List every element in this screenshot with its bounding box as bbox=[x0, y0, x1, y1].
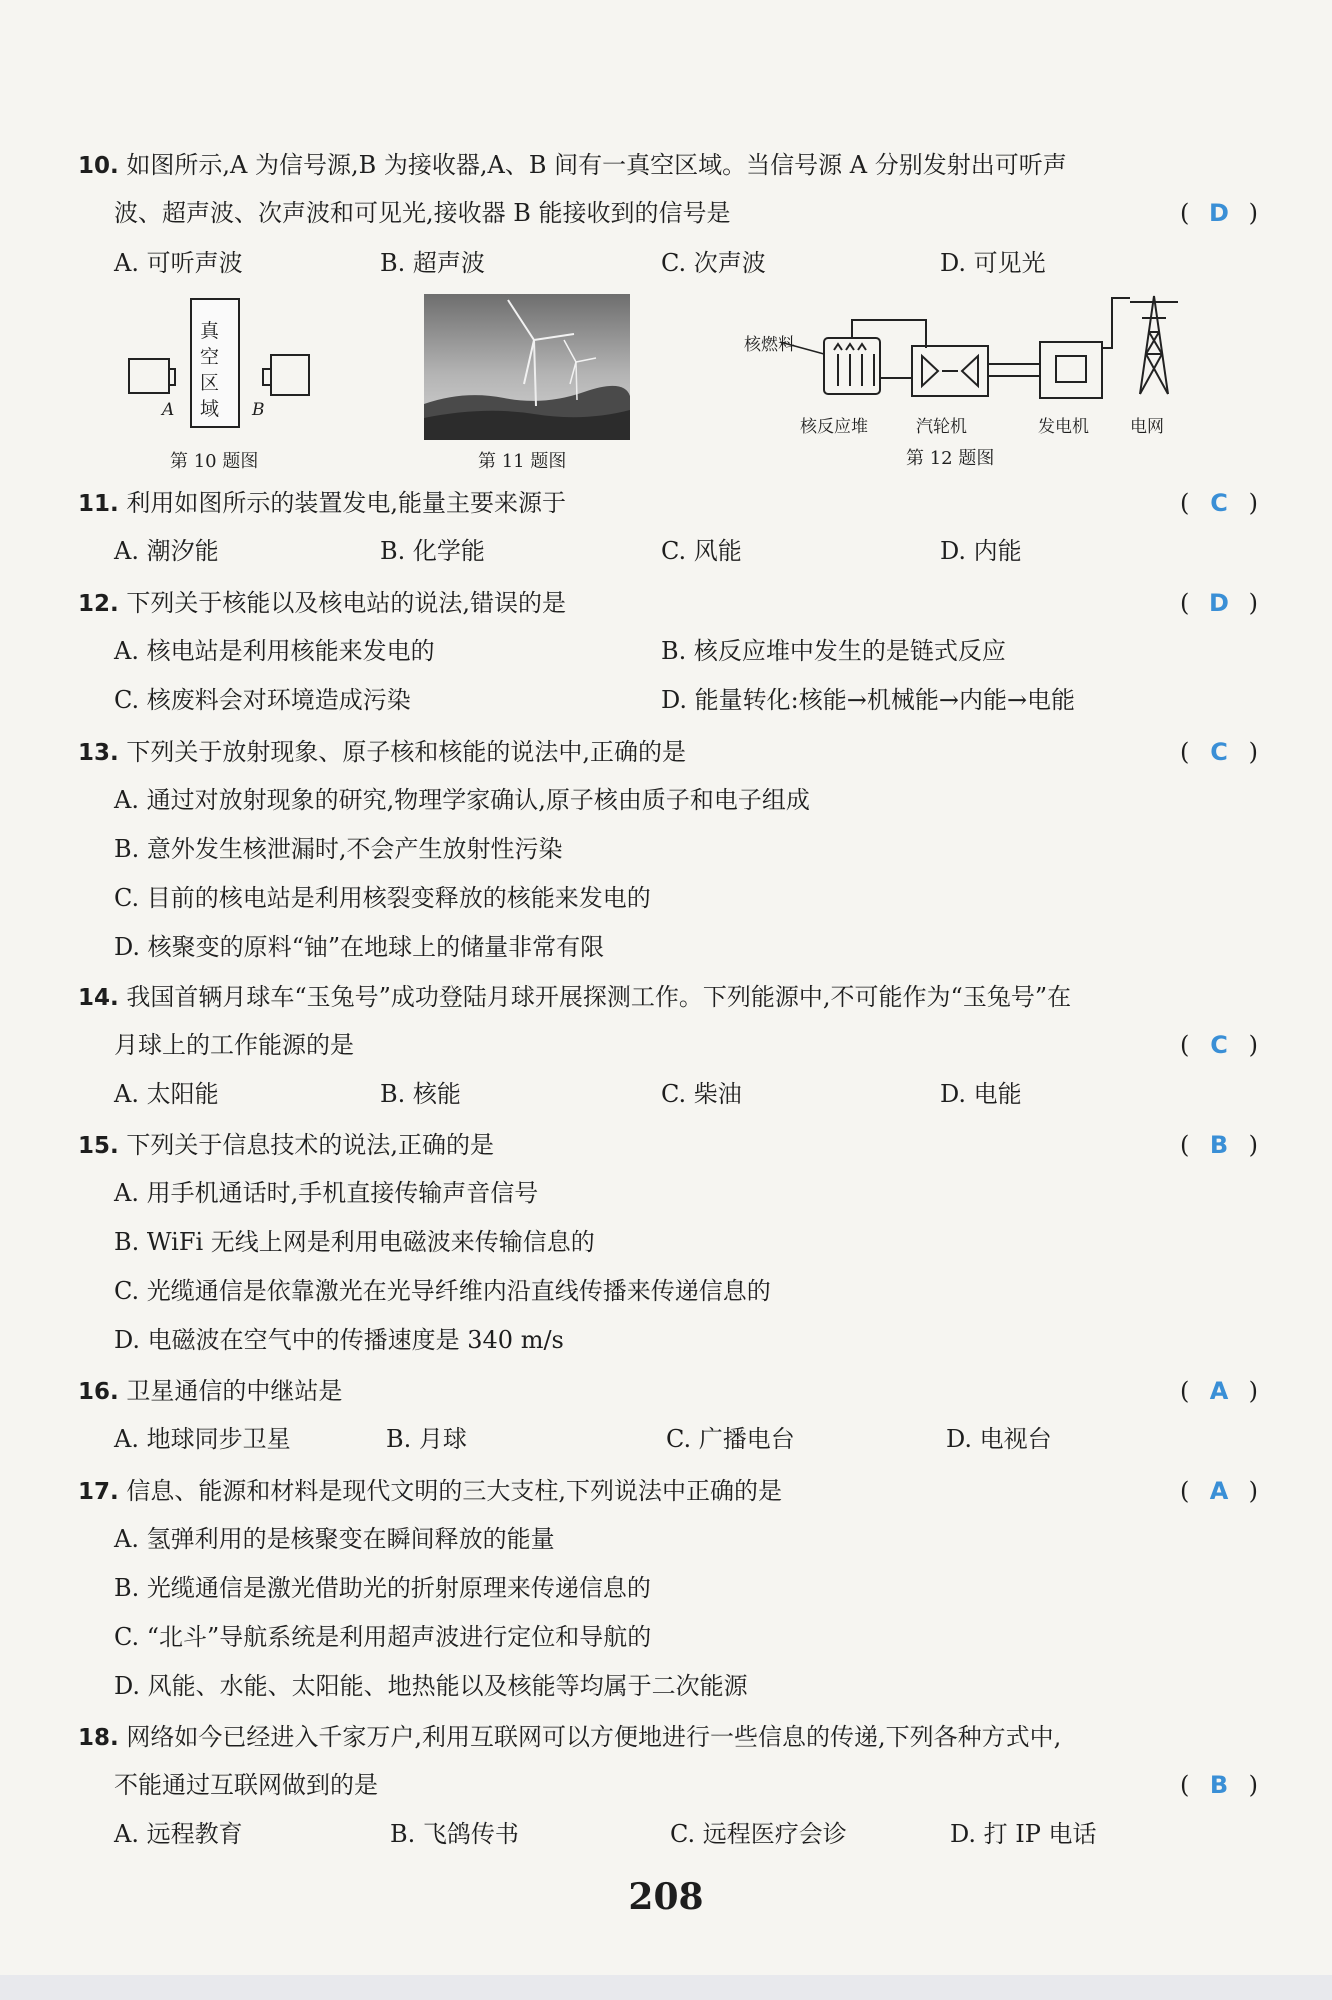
option-d: D. 能量转化:核能→机械能→内能→电能 bbox=[661, 686, 1076, 714]
figure-12-caption: 第 12 题图 bbox=[906, 448, 995, 469]
option-d: D. 打 IP 电话 bbox=[950, 1820, 1097, 1848]
answer-slot: ( A ) bbox=[1180, 1474, 1258, 1508]
question-number: 15. bbox=[78, 1133, 119, 1159]
option-a: A. 氢弹利用的是核聚变在瞬间释放的能量 bbox=[114, 1525, 555, 1553]
option-a: A. 核电站是利用核能来发电的 bbox=[114, 637, 435, 665]
figures-row bbox=[0, 290, 1332, 480]
answer-slot: ( C ) bbox=[1180, 1028, 1258, 1062]
question-text: 卫星通信的中继站是 bbox=[126, 1377, 343, 1405]
label-b: B bbox=[252, 400, 265, 420]
question-text: 下列关于核能以及核电站的说法,错误的是 bbox=[126, 589, 567, 617]
scan-bottom-strip bbox=[0, 1975, 1332, 2000]
option-b: B. WiFi 无线上网是利用电磁波来传输信息的 bbox=[114, 1228, 595, 1256]
figure-11-caption: 第 11 题图 bbox=[478, 451, 567, 472]
label-turbine: 汽轮机 bbox=[916, 417, 967, 437]
figure-10 bbox=[128, 298, 328, 438]
option-c: C. 广播电台 bbox=[666, 1425, 795, 1453]
answer-slot: ( C ) bbox=[1180, 735, 1258, 769]
answer-slot: ( B ) bbox=[1180, 1128, 1258, 1162]
option-b: B. 核能 bbox=[380, 1080, 461, 1108]
option-c: C. “北斗”导航系统是利用超声波进行定位和导航的 bbox=[114, 1623, 652, 1651]
answer-slot: ( C ) bbox=[1180, 486, 1258, 520]
question-number: 10. bbox=[78, 153, 119, 179]
question-text-cont: 波、超声波、次声波和可见光,接收器 B 能接收到的信号是 bbox=[114, 199, 731, 227]
figure-11-photo bbox=[424, 294, 630, 440]
question-text-cont: 不能通过互联网做到的是 bbox=[114, 1771, 378, 1799]
option-b: B. 超声波 bbox=[380, 249, 485, 277]
answer-letter: C bbox=[1210, 489, 1228, 517]
option-c: C. 风能 bbox=[661, 537, 742, 565]
wind-turbines-image bbox=[424, 294, 630, 440]
option-c: C. 远程医疗会诊 bbox=[670, 1820, 847, 1848]
vacuum-box-label: 真空区域 bbox=[200, 320, 220, 420]
option-a: A. 通过对放射现象的研究,物理学家确认,原子核由质子和电子组成 bbox=[114, 786, 810, 814]
answer-letter: A bbox=[1209, 1477, 1229, 1505]
option-d: D. 电能 bbox=[940, 1080, 1022, 1108]
question-number: 11. bbox=[78, 491, 119, 517]
answer-letter: B bbox=[1209, 1131, 1229, 1159]
answer-slot: ( D ) bbox=[1180, 196, 1258, 230]
label-reactor: 核反应堆 bbox=[800, 417, 868, 437]
question-text: 信息、能源和材料是现代文明的三大支柱,下列说法中正确的是 bbox=[126, 1477, 783, 1505]
figure-12 bbox=[744, 290, 1244, 480]
option-b: B. 化学能 bbox=[380, 537, 485, 565]
question-text: 利用如图所示的装置发电,能量主要来源于 bbox=[126, 489, 567, 517]
answer-slot: ( A ) bbox=[1180, 1374, 1258, 1408]
question-text: 下列关于信息技术的说法,正确的是 bbox=[126, 1131, 495, 1159]
receiver-b-nozzle bbox=[262, 368, 270, 386]
option-a: A. 远程教育 bbox=[114, 1820, 243, 1848]
label-generator: 发电机 bbox=[1038, 417, 1089, 437]
question-number: 17. bbox=[78, 1479, 119, 1505]
option-b: B. 核反应堆中发生的是链式反应 bbox=[661, 637, 1006, 665]
label-a: A bbox=[162, 400, 175, 420]
option-c: C. 次声波 bbox=[661, 249, 766, 277]
label-grid: 电网 bbox=[1130, 417, 1164, 437]
answer-letter: D bbox=[1209, 589, 1229, 617]
answer-letter: D bbox=[1209, 199, 1229, 227]
answer-letter: C bbox=[1210, 1031, 1228, 1059]
question-text-cont: 月球上的工作能源的是 bbox=[114, 1031, 354, 1059]
option-c: C. 核废料会对环境造成污染 bbox=[114, 686, 411, 714]
question-number: 14. bbox=[78, 985, 119, 1011]
option-b: B. 月球 bbox=[386, 1425, 467, 1453]
option-d: D. 核聚变的原料“铀”在地球上的储量非常有限 bbox=[114, 933, 605, 961]
question-number: 13. bbox=[78, 740, 119, 766]
page-number: 208 bbox=[628, 1876, 704, 1918]
receiver-b-icon bbox=[270, 354, 310, 396]
option-d: D. 内能 bbox=[940, 537, 1022, 565]
option-a: A. 可听声波 bbox=[114, 249, 243, 277]
source-a-icon bbox=[128, 358, 170, 394]
figure-10-caption: 第 10 题图 bbox=[170, 451, 259, 472]
option-a: A. 潮汐能 bbox=[114, 537, 219, 565]
answer-slot: ( B ) bbox=[1180, 1768, 1258, 1802]
option-d: D. 风能、水能、太阳能、地热能以及核能等均属于二次能源 bbox=[114, 1672, 748, 1700]
option-c: C. 光缆通信是依靠激光在光导纤维内沿直线传播来传递信息的 bbox=[114, 1277, 771, 1305]
question-number: 16. bbox=[78, 1379, 119, 1405]
option-b: B. 意外发生核泄漏时,不会产生放射性污染 bbox=[114, 835, 563, 863]
source-a-nozzle bbox=[168, 368, 176, 386]
option-a: A. 太阳能 bbox=[114, 1080, 219, 1108]
option-d: D. 可见光 bbox=[940, 249, 1046, 277]
option-c: C. 目前的核电站是利用核裂变释放的核能来发电的 bbox=[114, 884, 651, 912]
option-b: B. 飞鸽传书 bbox=[390, 1820, 519, 1848]
label-fuel: 核燃料 bbox=[744, 335, 795, 355]
answer-slot: ( D ) bbox=[1180, 586, 1258, 620]
question-text: 网络如今已经进入千家万户,利用互联网可以方便地进行一些信息的传递,下列各种方式中, bbox=[126, 1723, 1062, 1751]
option-b: B. 光缆通信是激光借助光的折射原理来传递信息的 bbox=[114, 1574, 651, 1602]
nuclear-plant-diagram bbox=[744, 290, 1244, 410]
question-text: 如图所示,A 为信号源,B 为接收器,A、B 间有一真空区域。当信号源 A 分别发射出可听声 bbox=[126, 151, 1067, 179]
question-number: 18. bbox=[78, 1725, 119, 1751]
option-d: D. 电视台 bbox=[946, 1425, 1052, 1453]
answer-letter: B bbox=[1209, 1771, 1229, 1799]
option-a: A. 地球同步卫星 bbox=[114, 1425, 291, 1453]
question-number: 12. bbox=[78, 591, 119, 617]
question-text: 我国首辆月球车“玉兔号”成功登陆月球开展探测工作。下列能源中,不可能作为“玉兔号”在 bbox=[126, 983, 1072, 1011]
option-c: C. 柴油 bbox=[661, 1080, 742, 1108]
answer-letter: A bbox=[1209, 1377, 1229, 1405]
question-text: 下列关于放射现象、原子核和核能的说法中,正确的是 bbox=[126, 738, 687, 766]
option-a: A. 用手机通话时,手机直接传输声音信号 bbox=[114, 1179, 539, 1207]
option-d: D. 电磁波在空气中的传播速度是 340 m/s bbox=[114, 1326, 564, 1354]
answer-letter: C bbox=[1210, 738, 1228, 766]
